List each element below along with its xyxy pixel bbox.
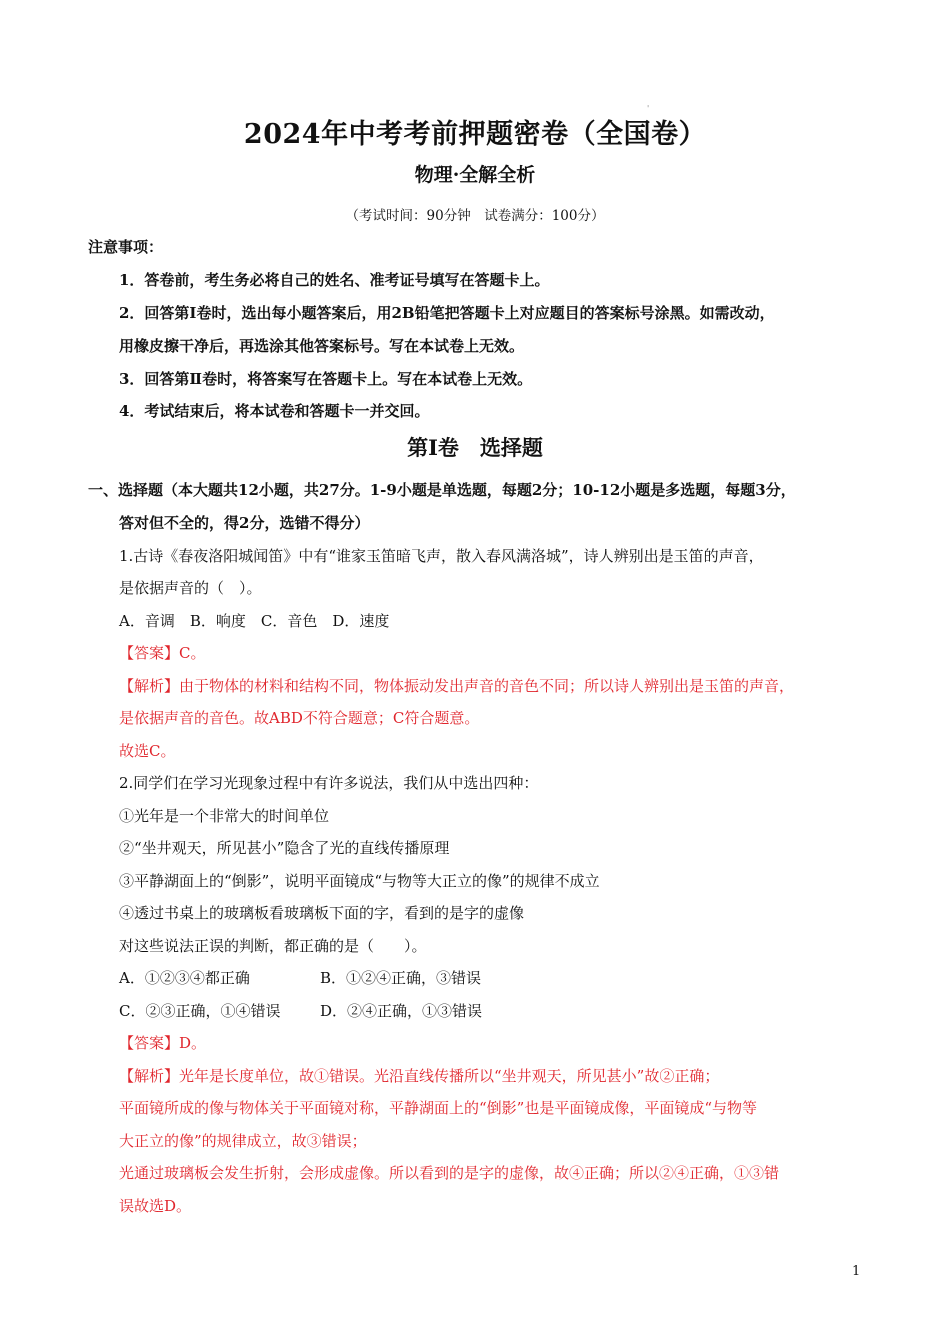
q1-conclusion: 故选C。	[119, 742, 176, 760]
q2-statement-2: ②“坐井观天，所见甚小”隐含了光的直线传播原理	[119, 839, 450, 857]
q2-statement-1: ①光年是一个非常大的时间单位	[119, 807, 330, 825]
q1-analysis: 【解析】由于物体的材料和结构不同，物体振动发出声音的音色不同；所以诗人辨别出是玉笛的声音，	[119, 677, 795, 695]
q2-option-c: C．②③正确，①④错误	[119, 1002, 281, 1020]
q2-option-a: A．①②③④都正确	[119, 969, 250, 987]
q2-analysis: 【解析】光年是长度单位，故①错误。光沿直线传播所以“坐井观天，所见甚小”故②正确；	[119, 1067, 720, 1085]
q2-analysis-cont: 误故选D。	[119, 1197, 192, 1215]
q1-options: A．音调 B．响度 C．音色 D．速度	[119, 612, 390, 630]
q2-statement-3: ③平静湖面上的“倒影”，说明平面镜成“与物等大正立的像”的规律不成立	[119, 872, 600, 890]
q1-stem-cont: 是依据声音的（ ）。	[119, 579, 262, 597]
q2-answer: 【答案】D。	[119, 1034, 207, 1052]
exam-meta: （考试时间：90分钟 试卷满分：100分）	[345, 208, 605, 224]
part-heading-cont: 答对但不全的，得2分，选错不得分）	[119, 514, 370, 532]
q1-answer: 【答案】C。	[119, 644, 206, 662]
page-title: 2024年中考考前押题密卷（全国卷）	[243, 119, 707, 150]
q2-option-b: B．①②④正确，③错误	[320, 969, 482, 987]
section-title: 第Ⅰ卷 选择题	[407, 435, 543, 460]
notice-item: 4．考试结束后，将本试卷和答题卡一并交回。	[119, 402, 430, 420]
page-subtitle: 物理·全解全析	[414, 164, 536, 186]
q1-analysis-cont: 是依据声音的音色。故ABD不符合题意；C符合题意。	[119, 709, 480, 727]
q2-statement-4: ④透过书桌上的玻璃板看玻璃板下面的字，看到的是字的虚像	[119, 904, 525, 922]
tick-mark: '	[647, 104, 650, 113]
notice-heading: 注意事项：	[88, 238, 164, 256]
page-number: 1	[852, 1264, 861, 1279]
q2-analysis-cont: 光通过玻璃板会发生折射，会形成虚像。所以看到的是字的虚像，故④正确；所以②④正确，①③错	[119, 1164, 780, 1182]
notice-item: 1．答卷前，考生务必将自己的姓名、准考证号填写在答题卡上。	[119, 271, 550, 289]
q1-stem: 1.古诗《春夜洛阳城闻笛》中有“谁家玉笛暗飞声，散入春风满洛城”，诗人辨别出是玉笛的声音，	[119, 547, 764, 565]
notice-item: 用橡皮擦干净后，再选涂其他答案标号。写在本试卷上无效。	[119, 337, 525, 355]
notice-item: 2．回答第Ⅰ卷时，选出每小题答案后，用2B铅笔把答题卡上对应题目的答案标号涂黑。如需改动，	[119, 304, 775, 322]
q2-analysis-cont: 平面镜所成的像与物体关于平面镜对称，平静湖面上的“倒影”也是平面镜成像，平面镜成“与物等	[119, 1099, 758, 1117]
part-heading: 一、选择题（本大题共12小题，共27分。1-9小题是单选题，每题2分；10-12小题是多选题，每题3分，	[88, 481, 796, 499]
q2-question: 对这些说法正误的判断，都正确的是（ ）。	[119, 937, 427, 955]
q2-option-d: D．②④正确，①③错误	[320, 1002, 483, 1020]
notice-item: 3．回答第Ⅱ卷时，将答案写在答题卡上。写在本试卷上无效。	[119, 370, 533, 388]
q2-stem: 2.同学们在学习光现象过程中有许多说法，我们从中选出四种：	[119, 774, 539, 792]
q2-analysis-cont: 大正立的像”的规律成立，故③错误；	[119, 1132, 367, 1150]
